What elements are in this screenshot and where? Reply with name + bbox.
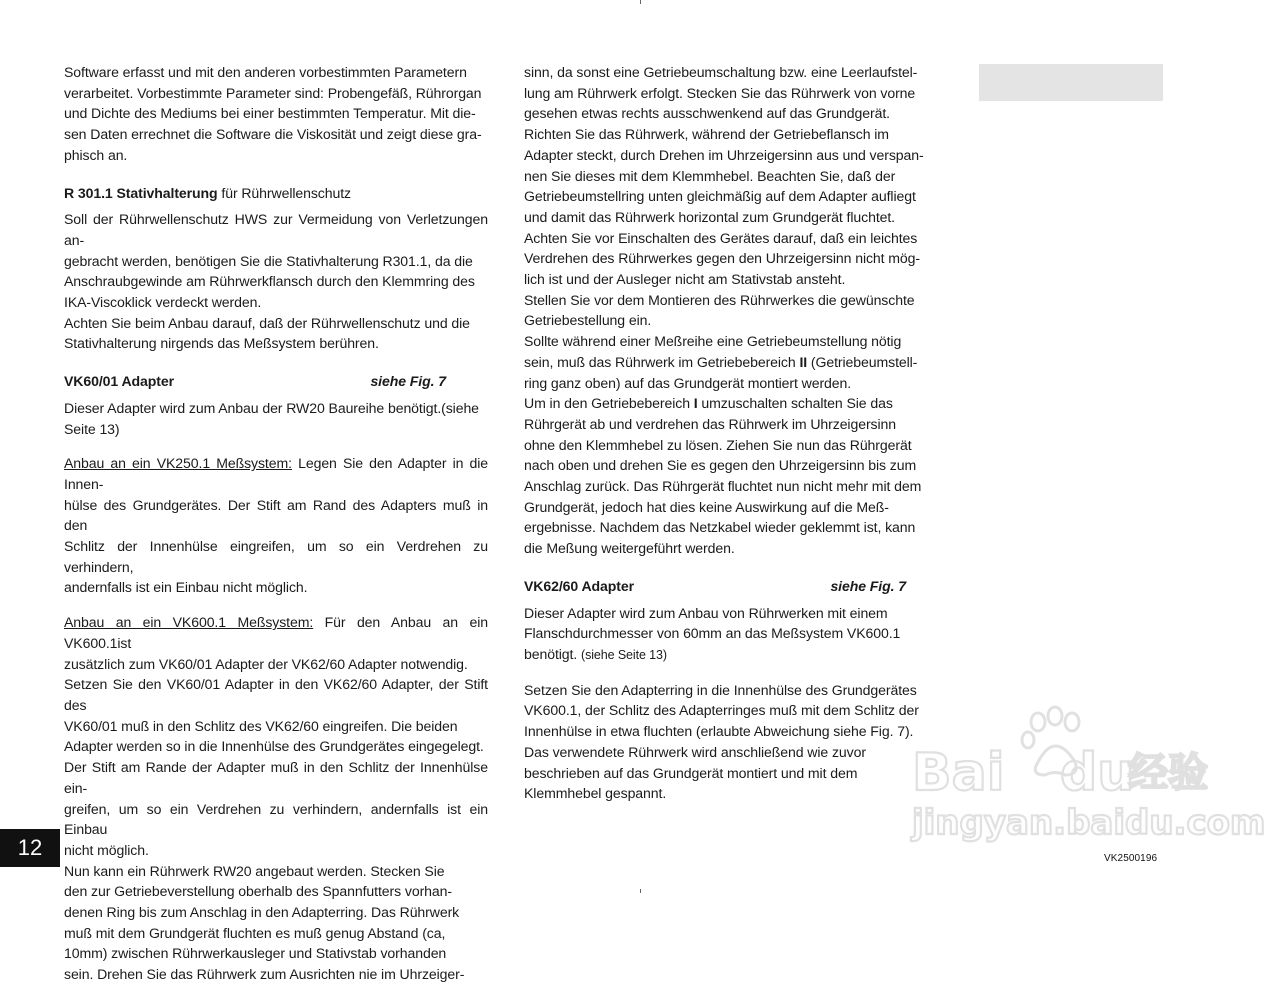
vk6260-fig-ref: siehe Fig. 7 [830, 577, 906, 594]
vk6260-paragraph-2: Setzen Sie den Adapterring in die Innenhülse des Grundgerätes VK600.1, der Schlitz des Adapterringes muß mit dem Schlitz der Innenhülse in etwa fluchten (erlaubte Abweichung siehe Fig. 7). Das verwendete Rührwerk wird anschließend wie zuvor beschrieben auf das Grundgerät montiert und mit dem Klemmhebel gespannt. [524, 681, 919, 802]
document-code: VK2500196 [1104, 853, 1158, 864]
vk600-paragraph: Anbau an ein VK600.1 Meßsystem: Für den Anbau an ein VK600.1ist zusätzlich zum VK60/01 Adapter der VK62/60 Adapter notwendig. Setzen Sie den VK60/01 Adapter in den VK62/60 Adapter, der Stift des VK60/01 muß in den Schlitz des VK62/60 eingreifen. Die beiden Adapter werden so in die Innenhülse des Grundgerätes eingegelegt. Der Stift am Rande der Adapter muß in den Schlitz der Innenhülse ein- greifen, um so ein Verdrehen zu verhindern, andernfalls ist ein Einbau nicht möglich. [64, 614, 488, 858]
svg-text:du: du [1060, 743, 1135, 803]
left-column [64, 62, 488, 985]
vk6260-heading: VK62/60 Adapter siehe Fig. 7 [524, 576, 948, 597]
continued-paragraph: sinn, da sonst eine Getriebeumschaltung bzw. eine Leerlaufstel- lung am Rührwerk erfolgt. Stecken Sie das Rührwerk von vorne gesehen etwas rechts ausschwenkend auf das Grundgerät. Richten Sie das Rührwerk, während der Getriebeflansch im Adapter steckt, durch Drehen im Uhrzeigersinn aus und verspan- nen Sie dieses mit dem Klemmhebel. Beachten Sie, daß der Getriebeumstellring unten gleichmäßig auf dem Adapter aufliegt und damit das Rührwerk horizontal zum Grundgerät fluchtet. Achten Sie vor Einschalten des Gerätes darauf, daß ein leichtes Verdrehen des Rührwerkes gegen den Uhrzeigersinn nicht mög- lich ist und der Ausleger nicht am Stativstab ansteht. [524, 64, 924, 288]
svg-text:jingyan.baidu.com: jingyan.baidu.com [912, 803, 1266, 843]
svg-text:经验: 经验 [1128, 750, 1208, 796]
vk6001-paragraph: Dieser Adapter wird zum Anbau der RW20 Baureihe benötigt.(siehe Seite 13) [64, 399, 479, 437]
baidu-watermark-logo [910, 700, 1266, 850]
messreihe-paragraph: Sollte während einer Meßreihe eine Getriebeumstellung nötig sein, muß das Rührwerk im Getriebebereich II (Getriebeumstell- ring ganz oben) auf das Grundgerät montiert werden. [524, 333, 918, 391]
page-number: 12 [0, 829, 60, 867]
top-crop-mark [640, 0, 641, 4]
bottom-crop-mark [640, 889, 641, 893]
intro-paragraph: Software erfasst und mit den anderen vorbestimmten Parametern verarbeitet. Vorbestimmte Parameter sind: Probengefäß, Rührorgan und Dichte des Mediums bei einer bestimmten Temperatur. Mit die- sen Daten errechnet die Software die Viskosität und zeigt diese gra- phisch an. [64, 64, 482, 163]
r301-paragraph-2: Achten Sie beim Anbau darauf, daß der Rührwellenschutz und die Stativhalterung nirgends das Meßsystem berühren. [64, 314, 470, 352]
rw20-paragraph: Nun kann ein Rührwerk RW20 angebaut werden. Stecken Sie den zur Getriebeverstellung oberhalb des Spannfutters vorhan- denen Ring bis zum Anschlag in den Adapterring. Das Rührwerk muß mit dem Grundgerät fluchten es muß genug Abstand (ca, 10mm) zwischen Rührwerkausleger und Stativstab vorhanden sein. Drehen Sie das Rührwerk zum Ausrichten nie im Uhrzeiger- [64, 862, 465, 983]
vk250-paragraph: Anbau an ein VK250.1 Meßsystem: Legen Sie den Adapter in die Innen- hülse des Grundgerätes. Der Stift am Rand des Adapters muß in den Schlitz der Innenhülse eingreifen, um so ein Verdrehen zu verhindern, andernfalls ist ein Einbau nicht möglich. [64, 455, 488, 596]
umschalten-paragraph: Um in den Getriebebereich I umzuschalten schalten Sie das Rührgerät ab und verdrehen das Rührwerk im Uhrzeigersinn ohne den Klemmhebel zu lösen. Ziehen Sie nun das Rührgerät nach oben und drehen Sie es gegen den Uhrzeigersinn bis zum Anschlag zurück. Das Rührgerät fluchtet nun nicht mehr mit dem Grundgerät, jedoch hat dies keine Auswirkung auf die Meß- ergebnisse. Nachdem das Netzkabel wieder geklemmt ist, kann die Meßung weitergeführt werden. [524, 395, 922, 557]
header-gray-box [979, 64, 1163, 101]
r301-paragraph-1: Soll der Rührwellenschutz HWS zur Vermeidung von Verletzungen an- gebracht werden, benötigen Sie die Stativhalterung R301.1, da die Anschraubgewinde am Rührwerkflansch durch den Klemmring des IKA-Viscoklick verdeckt werden. [64, 211, 488, 311]
svg-text:Bai: Bai [912, 743, 1005, 803]
right-column [524, 62, 948, 804]
r301-heading: R 301.1 Stativhalterung für Rührwellenschutz [64, 184, 351, 201]
vk6001-heading: VK60/01 Adapter siehe Fig. 7 [64, 371, 488, 392]
vk6260-paragraph-1: Dieser Adapter wird zum Anbau von Rührwerken mit einem Flanschdurchmesser von 60mm an das Meßsystem VK600.1 benötigt. (siehe Seite 13) [524, 604, 901, 662]
vk6001-fig-ref: siehe Fig. 7 [370, 373, 446, 390]
getriebestellung-paragraph: Stellen Sie vor dem Montieren des Rührwerkes die gewünschte Getriebestellung ein. [524, 291, 915, 329]
